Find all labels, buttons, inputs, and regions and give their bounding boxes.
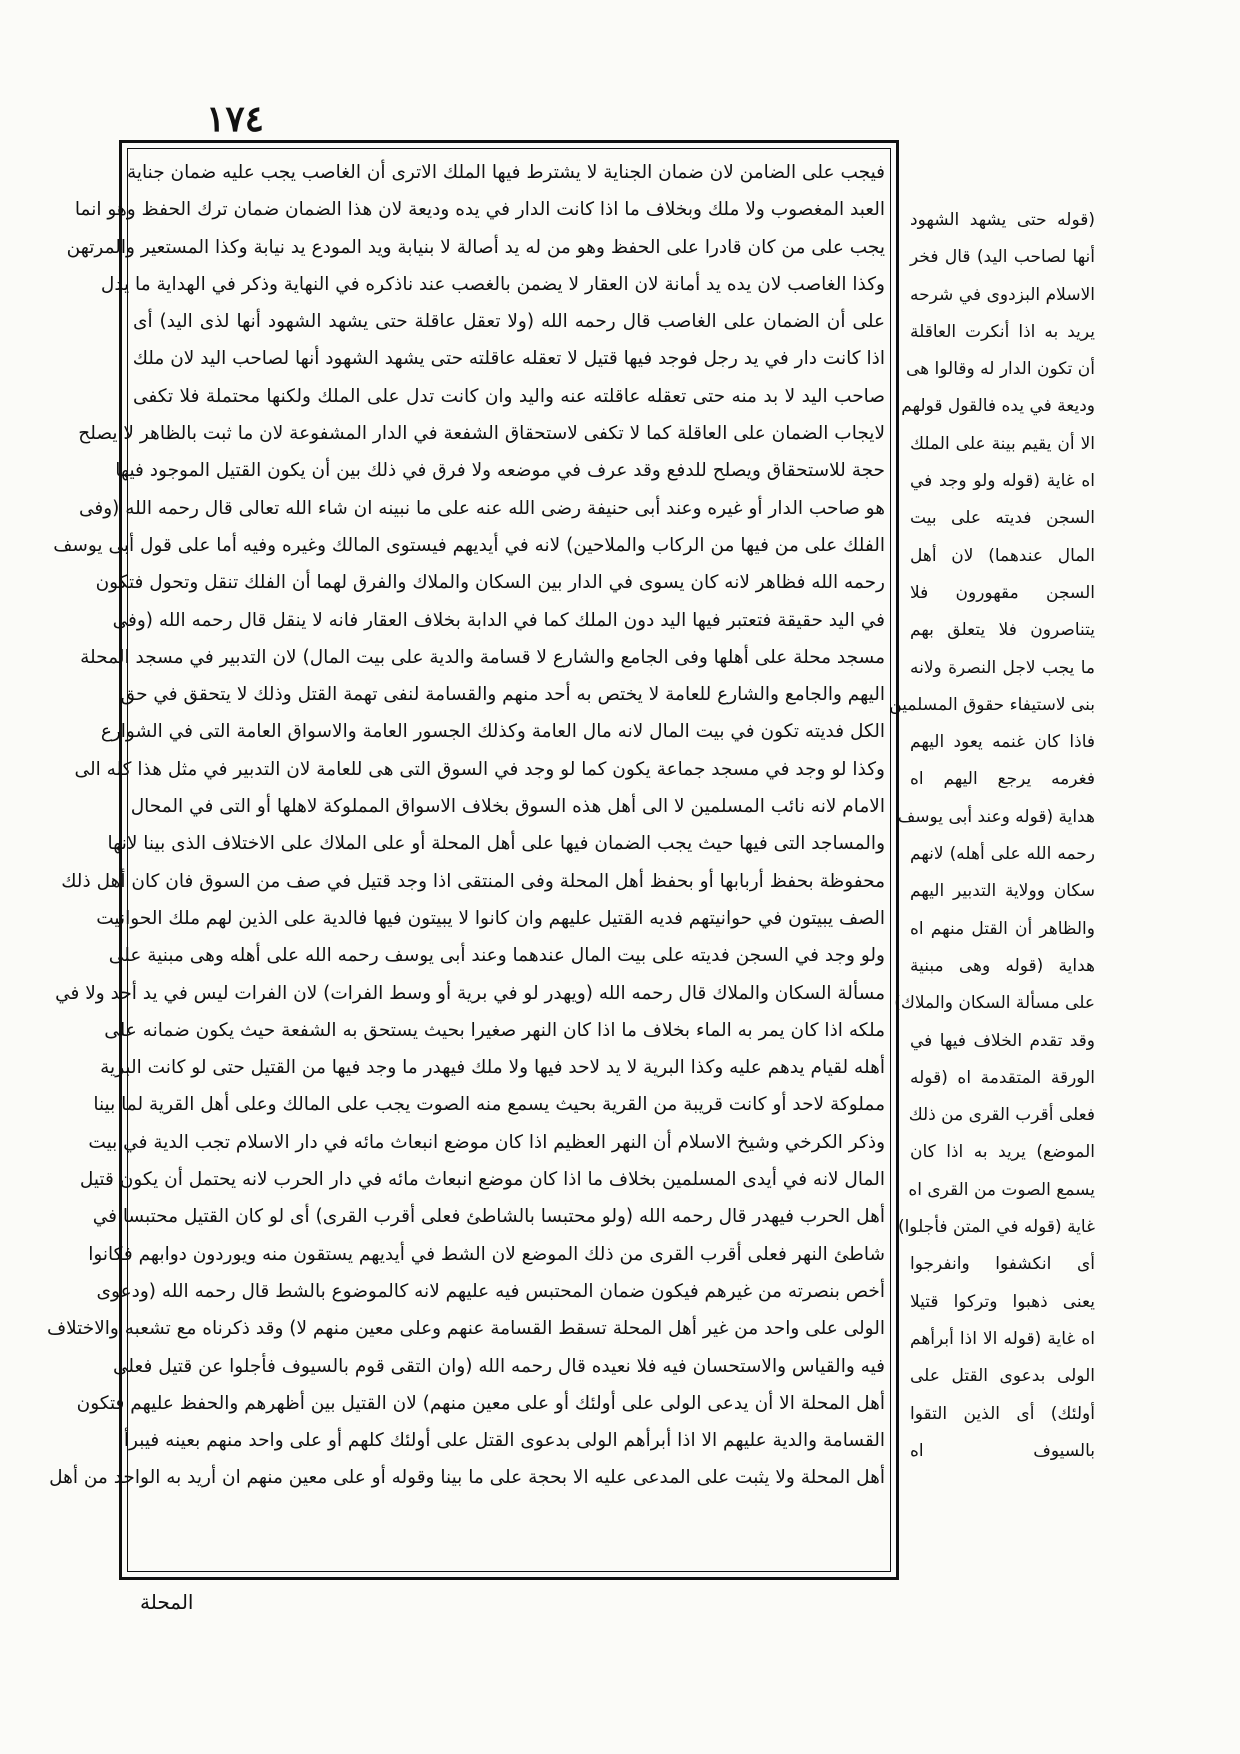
- main-text-line: مسجد محلة على أهلها وفى الجامع والشارع لا قسامة والدية على بيت المال) لان التدبير في مسجد المحلة: [80, 646, 885, 668]
- margin-note-line: بالسيوف اه: [910, 1440, 1095, 1461]
- margin-note-line: (قوله حتى يشهد الشهود: [910, 210, 1095, 230]
- main-text-line: على أن الضمان على الغاصب قال رحمه الله (ولا تعقل عاقلة حتى يشهد الشهود أنها لذى اليد) أى: [133, 311, 885, 333]
- main-text-line: شاطئ النهر فعلى أقرب القرى من ذلك الموضع لان الشط في أيديهم يستقون منه ويوردون دوابهم فكانوا: [88, 1243, 885, 1265]
- main-text-line: هو صاحب الدار أو غيره وعند أبى حنيفة رضى الله عنه على ما نبينه ان شاء الله تعالى قال رحمه الله (وفى: [78, 497, 885, 519]
- main-text-block: [46, 154, 885, 1497]
- main-text-line: الصف يبيتون في حوانيتهم فديه القتيل عليهم وان كانوا لا يبيتون فيها فالدية على الذين لهم ملك الحوانيت: [96, 907, 885, 929]
- margin-note-line: السجن مقهورون فلا: [910, 582, 1095, 603]
- main-text-line: حجة للاستحقاق ويصلح للدفع وقد عرف في موضعه ولا فرق في ذلك بين أن يكون القتيل الموجود فيها: [115, 460, 885, 482]
- main-text-line: فيجب على الضامن لان ضمان الجناية لا يشترط فيها الملك الاترى أن الغاصب يجب عليه ضمان جناية: [126, 162, 885, 183]
- margin-note-line: وديعة في يده فالقول قولهم: [901, 396, 1095, 417]
- main-text-line: أهل الحرب فيهدر قال رحمه الله (ولو محتبسا بالشاطئ فعلى أقرب القرى) أى لو كان القتيل محتبسا في: [92, 1206, 885, 1228]
- main-text-line: الامام لانه نائب المسلمين لا الى أهل هذه السوق بخلاف الاسواق المملوكة لاهلها أو التى في المحال: [130, 796, 885, 818]
- catchword: المحلة: [140, 1590, 194, 1614]
- main-text-line: الكل فديته تكون في بيت المال لانه مال العامة وكذلك الجسور العامة والاسواق العامة التى في الشوارع: [100, 721, 885, 743]
- margin-note-line: أى انكشفوا وانفرجوا: [910, 1254, 1095, 1275]
- margin-note-line: يعنى ذهبوا وتركوا قتيلا: [910, 1291, 1095, 1312]
- main-text-line: اليهم والجامع والشارع للعامة لا يختص به أحد منهم والقسامة لنفى تهمة القتل وذلك لا يتحقق في حق: [120, 684, 885, 706]
- margin-note-line: يريد به اذا أنكرت العاقلة: [910, 321, 1095, 342]
- margin-note-line: هداية (قوله وعند أبى يوسف: [897, 806, 1095, 827]
- main-text-line: لايجاب الضمان على العاقلة كما لا تكفى لاستحقاق الشفعة في الدار المشفوعة لان ما ثبت بالظاهر لا يصلح: [78, 423, 885, 445]
- margin-note-line: غاية (قوله في المتن فأجلوا): [897, 1217, 1095, 1238]
- margin-note-line: أنها لصاحب اليد) قال فخر: [910, 247, 1095, 268]
- main-text-line: أهله لقيام يدهم عليه وكذا البرية لا يد لاحد فيها ولا ملك فيهدر ما وجد فيها من القتيل حتى لو كانت البرية: [100, 1057, 885, 1079]
- main-text-line: المال لانه في أيدى المسلمين بخلاف ما اذا كان موضع انبعاث مائه في دار الحرب لانه يحتمل أن يكون قتيل: [79, 1169, 885, 1191]
- margin-note-line: الا أن يقيم بينة على الملك: [910, 433, 1095, 454]
- main-text-line: ولو وجد في السجن فديته على بيت المال عندهما وعند أبى يوسف رحمه الله على أهله وهى مبنية على: [108, 945, 885, 967]
- margin-note-line: اه غاية (قوله الا اذا أبرأهم: [910, 1328, 1095, 1349]
- margin-commentary: [889, 202, 1095, 1470]
- margin-note-line: الورقة المتقدمة اه (قوله: [910, 1067, 1095, 1088]
- margin-note-line: أن تكون الدار له وقالوا هى: [905, 359, 1095, 380]
- main-text-line: فيه والقياس والاستحسان فيه فلا نعيده قال رحمه الله (وان التقى قوم بالسيوف فأجلوا عن قتيل فعلى: [113, 1355, 885, 1377]
- margin-note-line: الموضع) يريد به اذا كان: [910, 1142, 1095, 1163]
- main-text-line: أخص بنصرته من غيرهم فيكون ضمان المحتبس فيه عليهم لانه كالموضوع بالشط قال رحمه الله (ودعوى: [96, 1280, 885, 1302]
- margin-note-line: الاسلام البزدوى في شرحه: [910, 284, 1095, 305]
- margin-note-line: المال عندهما) لان أهل: [910, 545, 1095, 566]
- main-text-line: صاحب اليد لا بد منه حتى تعقله عاقلته عنه واليد وان كانت تدل على الملك ولكنها محتملة فلا تكفى: [133, 385, 885, 407]
- margin-note-line: فعلى أقرب القرى من ذلك: [908, 1105, 1095, 1126]
- main-text-line: في اليد حقيقة فتعتبر فيها اليد دون الملك كما في الدابة بخلاف العقار فانه لا ينقل قال رحمه الله (وفى: [112, 609, 885, 631]
- margin-note-line: فاذا كان غنمه يعود اليهم: [910, 732, 1095, 753]
- margin-note-line: يسمع الصوت من القرى اه: [908, 1179, 1095, 1200]
- margin-note-line: سكان وولاية التدبير اليهم: [910, 881, 1095, 902]
- main-text-line: وذكر الكرخي وشيخ الاسلام أن النهر العظيم اذا كان موضع انبعاث مائه في دار الاسلام تجب الدية في بيت: [88, 1131, 885, 1153]
- margin-note-line: يتناصرون فلا يتعلق بهم: [910, 620, 1095, 641]
- main-text-line: وكذا الغاصب لان يده يد أمانة لان العقار لا يضمن بالغصب عند ناذكره في النهاية وذكر في الهداية ما يدل: [100, 273, 885, 295]
- main-text-line: وكذا لو وجد في مسجد جماعة يكون كما لو وجد في السوق التى هى للعامة لان التدبير في مثل هذا كله الى: [74, 758, 885, 780]
- main-text-line: الولى على واحد من غير أهل المحلة تسقط القسامة عنهم وعلى معين منهم لا) وقد ذكرناه مع تشعبه والاختلاف: [46, 1318, 885, 1340]
- margin-note-line: رحمه الله على أهله) لانهم: [910, 844, 1095, 865]
- margin-note-line: اه غاية (قوله ولو وجد في: [910, 471, 1095, 492]
- main-text-line: رحمه الله فظاهر لانه كان يسوى في الدار بين السكان والملاك والفرق لهما أن الفلك تنقل وتحول فتكون: [95, 572, 885, 594]
- margin-note-line: السجن فديته على بيت: [910, 508, 1095, 529]
- main-text-line: أهل المحلة ولا يثبت على المدعى عليه الا بحجة على ما بينا وقوله أو على معين منهم ان أريد به الواحد من أهل: [49, 1467, 885, 1489]
- main-text-line: اذا كانت دار في يد رجل فوجد فيها قتيل لا تعقله عاقلته حتى يشهد الشهود أنها لصاحب اليد لان ملك: [132, 348, 885, 370]
- margin-note-line: ما يجب لاجل النصرة ولانه: [910, 657, 1095, 678]
- margin-note-line: الولى بدعوى القتل على: [910, 1366, 1095, 1387]
- margin-note-line: والظاهر أن القتل منهم اه: [910, 918, 1095, 939]
- margin-note-line: هداية (قوله وهى مبنية: [910, 955, 1095, 976]
- main-text-line: والمساجد التى فيها حيث يجب الضمان فيها على أهل المحلة أو على الملاك على الاختلاف الذى بينا لانها: [107, 833, 885, 855]
- main-text-line: يجب على من كان قادرا على الحفظ وهو من له يد أصالة لا بنيابة ويد المودع يد نيابة وكذا المستعير والمرتهن: [66, 236, 885, 258]
- main-text-line: ملكه اذا كان يمر به الماء بخلاف ما اذا كان النهر صغيرا بحيث يستحق به الشفعة حيث يكون ضمانه على: [104, 1019, 885, 1041]
- main-text-line: القسامة والدية عليهم الا اذا أبرأهم الولى بدعوى القتل على أولئك كلهم أو على واحد منهم بعينه فيبرأ: [123, 1430, 885, 1452]
- margin-note-line: فغرمه يرجع اليهم اه: [910, 769, 1095, 790]
- margin-note-line: بنى لاستيفاء حقوق المسلمين: [889, 694, 1095, 715]
- margin-note-line: أولئك) أى الذين التقوا: [910, 1403, 1095, 1424]
- main-text-line: الفلك على من فيها من الركاب والملاحين) لانه في أيديهم فيستوى المالك وغيره وفيه أما على قول أبى يوسف: [53, 534, 885, 556]
- main-text-line: العبد المغصوب ولا ملك وبخلاف ما اذا كانت الدار في يده وديعة لان هذا الضمان ضمان ترك الحفظ وهو انما: [74, 199, 885, 221]
- main-text-line: محفوظة بحفظ أربابها أو بحفظ أهل المحلة وفى المنتقى اذا وجد قتيل في صف من السوق فان كان أهل ذلك: [61, 870, 885, 892]
- main-text-line: مملوكة لاحد أو كانت قريبة من القرية بحيث يسمع منه الصوت يجب على المالك وعلى أهل القرية لما بينا: [93, 1094, 885, 1116]
- main-text-line: أهل المحلة الا أن يدعى الولى على أولئك أو على معين منهم) لان القتيل بين أظهرهم والحفظ عليهم فتكون: [76, 1392, 885, 1414]
- margin-note-line: وقد تقدم الخلاف فيها في: [910, 1030, 1095, 1051]
- main-text-line: مسألة السكان والملاك قال رحمه الله (ويهدر لو في برية أو وسط الفرات) لان الفرات ليس في يد أحد ولا في: [55, 982, 885, 1004]
- page-number: ١٧٤: [205, 98, 264, 140]
- margin-note-line: على مسألة السكان والملاك): [894, 993, 1095, 1014]
